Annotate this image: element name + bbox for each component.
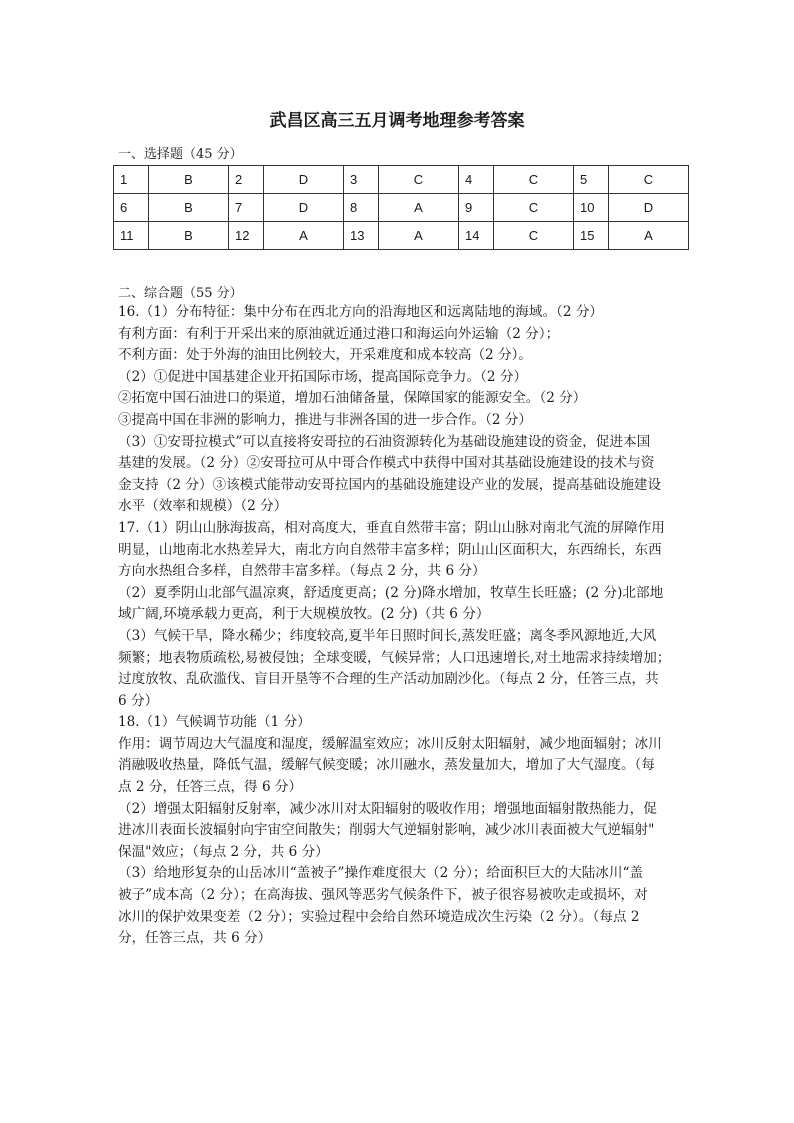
answer-cell: C (609, 166, 689, 194)
question-number-cell: 4 (459, 166, 494, 194)
answer-cell: B (149, 194, 229, 222)
question-number-cell: 13 (344, 222, 379, 250)
text-line: 不利方面：处于外海的油田比例较大，开采难度和成本较高（2 分）。 (118, 347, 532, 364)
text-line: 17.（1）阴山山脉海拔高，相对高度大，垂直自然带丰富；阴山山脉对南北气流的屏障作用 (118, 519, 665, 536)
text-line: 明显，山地南北水热差异大，南北方向自然带丰富多样；阴山山区面积大，东西绵长，东西 (118, 541, 662, 558)
answer-cell: D (264, 166, 344, 194)
text-line: 消融吸收热量，降低气温，缓解气候变暖；冰川融水，蒸发量加大，增加了大气湿度。（每 (118, 757, 655, 774)
question-number-cell: 9 (459, 194, 494, 222)
text-line: （3）气候干旱，降水稀少；纬度较高,夏半年日照时间长,蒸发旺盛；离冬季风源地近,大风 (118, 627, 657, 644)
text-line: （3）①安哥拉模式”可以直接将安哥拉的石油资源转化为基础设施建设的资金，促进本国 (118, 433, 651, 450)
text-line: 6 分） (118, 692, 159, 709)
question-number-cell: 15 (574, 222, 609, 250)
text-line: 水平（效率和规模）（2 分） (118, 498, 288, 515)
answer-cell: B (149, 222, 229, 250)
answer-cell: C (494, 166, 574, 194)
text-line: 保温"效应；（每点 2 分，共 6 分） (118, 843, 329, 860)
answer-cell: B (149, 166, 229, 194)
answer-cell: A (379, 194, 459, 222)
text-line: （2）①促进中国基建企业开拓国际市场，提高国际竞争力。（2 分） (118, 368, 528, 385)
section-heading-comprehensive: 二、综合题（55 分） (118, 286, 243, 301)
text-line: 进冰川表面长波辐射向宇宙空间散失；削弱大气逆辐射影响，减少冰川表面被大气逆辐射" (118, 822, 655, 839)
text-line: ③提高中国在非洲的影响力，推进与非洲各国的进一步合作。（2 分） (118, 411, 532, 428)
text-line: （2）增强太阳辐射反射率，减少冰川对太阳辐射的吸收作用；增强地面辐射散热能力，促 (118, 800, 657, 817)
text-line: ②拓宽中国石油进口的渠道，增加石油储备量，保障国家的能源安全。（2 分） (118, 390, 587, 407)
text-line: 16.（1）分布特征：集中分布在西北方向的沿海地区和远离陆地的海域。（2 分） (118, 304, 604, 320)
text-line: 频繁；地表物质疏松,易被侵蚀；全球变暖，气候异常；人口迅速增长,对土地需求持续增加； (118, 649, 671, 666)
answer-cell: C (379, 166, 459, 194)
question-number-cell: 8 (344, 194, 379, 222)
text-line: 域广阔,环境承载力更高，利于大规模放牧。(2 分)（共 6 分） (118, 606, 490, 623)
text-line: 冰川的保护效果变差（2 分）；实验过程中会给自然环境造成次生污染（2 分）。（每点 2 (118, 908, 640, 925)
question-number-cell: 1 (114, 166, 149, 194)
answer-cell: D (609, 194, 689, 222)
answer-cell: C (494, 194, 574, 222)
text-line: 点 2 分，任答三点，得 6 分） (118, 779, 303, 796)
page-title: 武昌区高三五月调考地理参考答案 (269, 111, 525, 131)
answer-cell: D (264, 194, 344, 222)
text-line: 金支持（2 分）③该模式能带动安哥拉国内的基础设施建设产业的发展，提高基础设施建设 (118, 476, 662, 493)
text-line: 分，任答三点，共 6 分） (118, 930, 272, 947)
question-number-cell: 10 (574, 194, 609, 222)
text-line: （2）夏季阴山北部气温凉爽，舒适度更高；(2 分)降水增加，牧草生长旺盛；(2 分)北部地 (118, 584, 664, 601)
text-line: 18.（1）气候调节功能（1 分） (118, 714, 311, 731)
text-line: 有利方面：有利于开采出来的原油就近通过港口和海运向外运输（2 分）； (118, 325, 560, 342)
text-line: 方向水热组合多样，自然带丰富多样。（每点 2 分，共 6 分） (118, 563, 486, 580)
question-number-cell: 14 (459, 222, 494, 250)
question-number-cell: 5 (574, 166, 609, 194)
section-heading-choice: 一、选择题（45 分） (118, 147, 243, 162)
text-line: 基建的发展。（2 分）②安哥拉可从中哥合作模式中获得中国对其基础设施建设的技术与资 (118, 455, 655, 472)
answer-table (113, 165, 689, 250)
table-row (114, 166, 689, 194)
text-line: 被子”成本高（2 分）；在高海拔、强风等恶劣气候条件下，被子很容易被吹走或损坏，对 (118, 887, 648, 904)
text-line: （3）给地形复杂的山岳冰川“盖被子”操作难度很大（2 分）；给面积巨大的大陆冰川“盖 (118, 865, 644, 882)
answer-cell: A (264, 222, 344, 250)
question-number-cell: 12 (229, 222, 264, 250)
question-number-cell: 11 (114, 222, 149, 250)
question-number-cell: 3 (344, 166, 379, 194)
answer-cell: A (609, 222, 689, 250)
answer-cell: A (379, 222, 459, 250)
question-number-cell: 7 (229, 194, 264, 222)
answer-body (118, 302, 670, 950)
question-number-cell: 6 (114, 194, 149, 222)
question-number-cell: 2 (229, 166, 264, 194)
answer-cell: C (494, 222, 574, 250)
table-row (114, 222, 689, 250)
table-row (114, 194, 689, 222)
text-line: 作用：调节周边大气温度和湿度，缓解温室效应；冰川反射太阳辐射，减少地面辐射；冰川 (118, 735, 662, 752)
text-line: 过度放牧、乱砍滥伐、盲目开垦等不合理的生产活动加剧沙化。（每点 2 分，任答三点，共 (118, 671, 659, 688)
